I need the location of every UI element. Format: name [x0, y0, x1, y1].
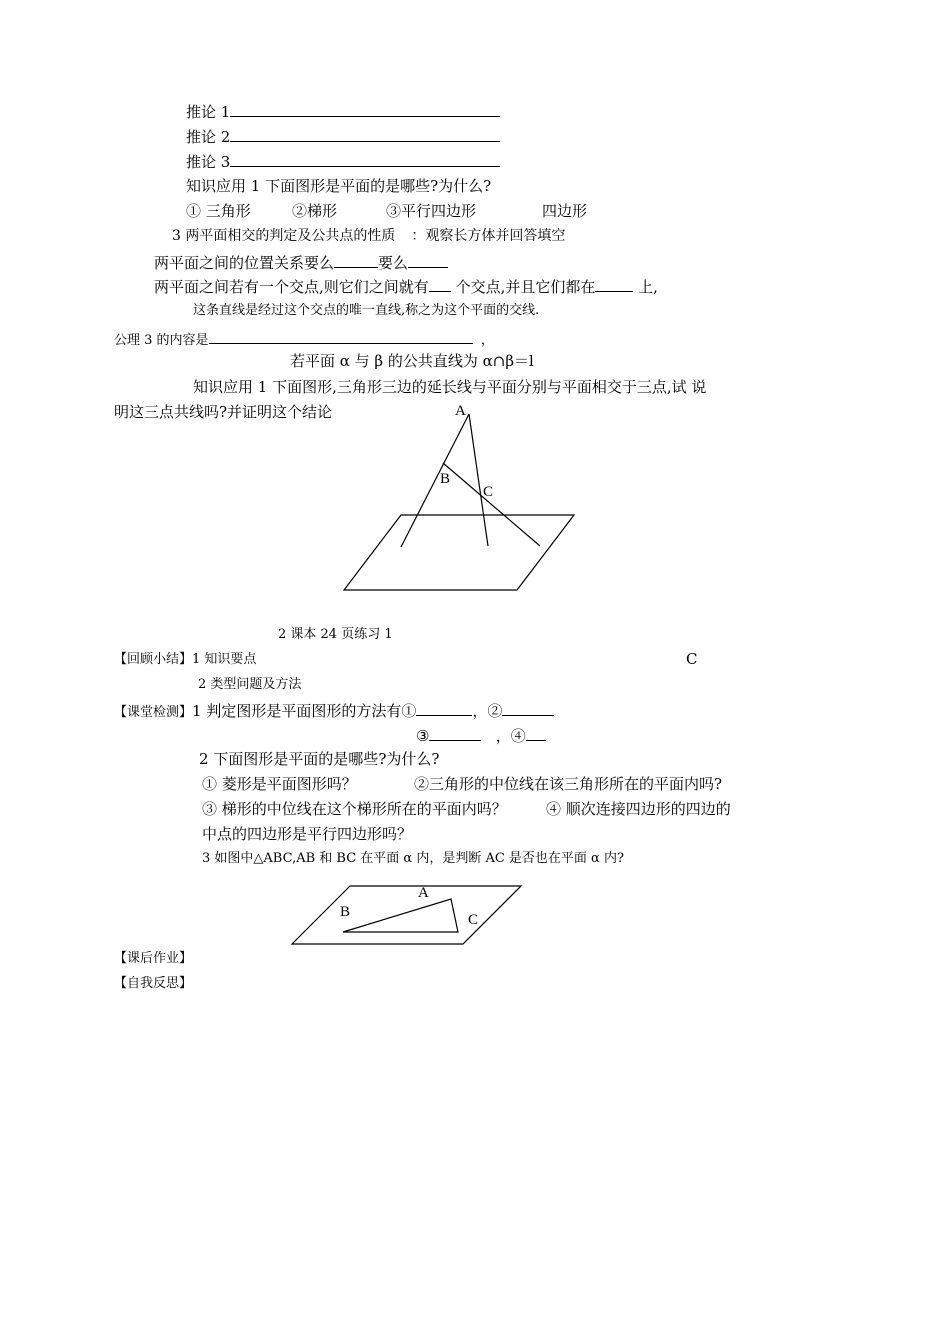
check-q2-item-3: ③ 梯形的中位线在这个梯形所在的平面内吗？	[202, 800, 507, 818]
fig1-label-a: A	[455, 403, 466, 419]
answer-blank[interactable]	[408, 253, 448, 268]
app1-item-2: ②梯形	[292, 202, 338, 220]
axiom3-line: 公理 3 的内容是 ，	[114, 329, 494, 349]
plane-parallelogram	[344, 515, 574, 590]
homework-heading: 【课后作业】	[114, 951, 193, 966]
fig1-label-b: B	[440, 471, 451, 487]
section3-line2: 两平面之间若有一个交点,则它们之间就有 个交点,并且它们都在 上,	[154, 278, 658, 296]
answer-blank[interactable]	[595, 277, 633, 292]
check-q2-item-4: ④ 顺次连接四边形的四边的	[546, 800, 731, 818]
section3-title: 3 两平面相交的判定及公共点的性质 ：观察长方体并回答填空	[172, 228, 566, 244]
check-q2-item-2: ②三角形的中位线在该三角形所在的平面内吗?	[414, 775, 723, 793]
answer-blank[interactable]	[334, 253, 378, 268]
check-q2-item-4-cont: 中点的四边形是平行四边形吗？	[202, 825, 413, 843]
reflection-heading: 【自我反思】	[114, 976, 193, 991]
line-ab	[401, 414, 469, 547]
triangle-abc	[343, 899, 458, 932]
fig2-label-c: C	[468, 912, 479, 928]
answer-blank[interactable]	[230, 152, 500, 167]
stray-letter: C	[686, 650, 698, 668]
app1-item-4: 四边形	[542, 202, 588, 220]
answer-blank[interactable]	[502, 701, 554, 716]
check-q2-item-1: ① 菱形是平面图形吗？	[202, 775, 357, 793]
line-ac	[469, 414, 488, 546]
answer-blank[interactable]	[230, 127, 500, 142]
check-q3: 3 如图中△ABC,AB 和 BC 在平面 α 内，是判断 AC 是否也在平面 α 内?	[202, 851, 624, 866]
plane-notation: 若平面 α 与 β 的公共直线为 α∩β＝l	[290, 352, 534, 370]
corollary-3: 推论 3	[186, 152, 500, 171]
app2-line1: 知识应用 1 下面图形,三角形三边的延长线与平面分别与平面相交于三点,试 说	[193, 378, 707, 396]
section3-line3: 这条直线是经过这个交点的唯一直线,称之为这个平面的交线.	[193, 303, 540, 318]
plane-parallelogram-2	[292, 886, 521, 944]
exercise-line: 2 课本 24 页练习 1	[278, 627, 393, 642]
check-q1-cont: ③ ，④	[416, 726, 546, 745]
answer-blank[interactable]	[526, 726, 546, 741]
review-line: 【回顾小结】1 知识要点	[114, 652, 257, 667]
review-item-2: 2 类型问题及方法	[198, 677, 302, 692]
answer-blank[interactable]	[209, 329, 473, 344]
app1-title: 知识应用 1 下面图形是平面的是哪些?为什么?	[186, 177, 492, 195]
corollary-1: 推论 1	[186, 102, 500, 121]
check-q2-title: 2 下面图形是平面的是哪些?为什么?	[199, 750, 440, 768]
fig1-label-c: C	[483, 484, 494, 500]
corollary-2: 推论 2	[186, 127, 500, 146]
answer-blank[interactable]	[416, 701, 472, 716]
fig2-label-b: B	[340, 904, 351, 920]
line-bc	[443, 463, 540, 546]
app2-line2: 明这三点共线吗?并证明这个结论	[114, 403, 333, 421]
answer-blank[interactable]	[230, 102, 500, 117]
fig2-label-a: A	[418, 885, 429, 901]
answer-blank[interactable]	[429, 726, 481, 741]
answer-blank[interactable]	[429, 277, 451, 292]
app1-item-1: ① 三角形	[186, 202, 251, 220]
section3-line1: 两平面之间的位置关系要么 要么	[154, 253, 448, 272]
app1-item-3: ③平行四边形	[386, 202, 477, 220]
check-q1: 【课堂检测】1 判定图形是平面图形的方法有① ，②	[114, 701, 554, 721]
